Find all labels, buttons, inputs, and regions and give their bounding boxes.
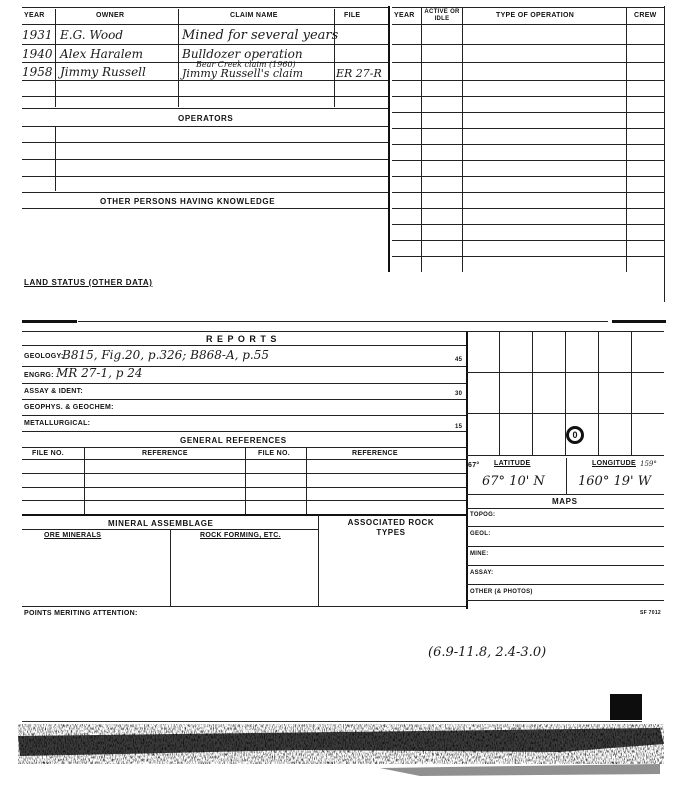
- maps-topog-label: TOPOG:: [470, 512, 496, 518]
- rule: [466, 526, 664, 527]
- rule: [598, 331, 599, 455]
- assay-ident-label: ASSAY & IDENT:: [24, 388, 84, 395]
- rule: [22, 399, 466, 400]
- rule: [22, 487, 466, 488]
- rule: [22, 473, 466, 474]
- maps-title: MAPS: [552, 497, 578, 506]
- ore-minerals-header: ORE MINERALS: [44, 532, 102, 539]
- rule: [462, 8, 463, 272]
- rule: [22, 320, 77, 323]
- maps-assay-label: ASSAY:: [470, 570, 494, 576]
- rule: [22, 500, 466, 501]
- op-col-type-header: TYPE OF OPERATION: [496, 12, 575, 19]
- rule: [22, 96, 388, 97]
- rule: [466, 600, 664, 601]
- col-owner-header: OWNER: [96, 12, 125, 19]
- row2-year: 1940: [22, 47, 53, 61]
- rule: [22, 459, 466, 460]
- rule: [334, 9, 335, 107]
- rule: [466, 413, 664, 414]
- col-year-header: YEAR: [24, 12, 45, 19]
- latitude-label: LATITUDE: [494, 460, 531, 467]
- rule: [22, 108, 388, 109]
- geophys-geochem-label: GEOPHYS. & GEOCHEM:: [24, 404, 114, 411]
- rule: [318, 515, 319, 606]
- rule: [392, 96, 664, 97]
- rule: [245, 448, 246, 514]
- location-marker: 0: [566, 426, 584, 444]
- geology-label: GEOLOGY:: [24, 353, 64, 360]
- rule: [466, 546, 664, 547]
- margin-number-15: 15: [455, 424, 463, 430]
- row1-claim-name: Mined for several years: [182, 28, 339, 43]
- form-number: SF 7012: [640, 610, 662, 616]
- rule: [466, 372, 664, 373]
- latitude-value: 67° 10' N: [482, 474, 545, 489]
- rule: [466, 508, 664, 509]
- engrg-label: ENGRG:: [24, 372, 54, 379]
- rule: [392, 176, 664, 177]
- rule: [532, 331, 533, 455]
- rule: [466, 584, 664, 585]
- rule: [22, 208, 388, 209]
- rule: [22, 80, 388, 81]
- col-claim-name-header: CLAIM NAME: [230, 12, 278, 19]
- longitude-value: 160° 19' W: [578, 474, 652, 489]
- rule: [392, 128, 664, 129]
- row1-owner: E.G. Wood: [60, 28, 124, 42]
- rule: [626, 8, 627, 272]
- gr-reference-header-2: REFERENCE: [352, 450, 398, 457]
- rule: [631, 331, 632, 455]
- rule: [392, 144, 664, 145]
- rule: [22, 447, 466, 448]
- row3-file: ER 27-R: [336, 67, 382, 80]
- margin-number-30: 30: [455, 391, 463, 397]
- engrg-value: MR 27-1, p 24: [56, 366, 143, 380]
- rule: [612, 320, 666, 323]
- rule: [55, 127, 56, 191]
- gr-reference-header-1: REFERENCE: [142, 450, 188, 457]
- rule: [55, 9, 56, 107]
- operators-title: OPERATORS: [178, 114, 234, 123]
- op-col-year-header: YEAR: [394, 12, 415, 19]
- rule: [392, 208, 664, 209]
- rule: [466, 455, 664, 456]
- rule: [306, 448, 307, 514]
- row3-owner: Jimmy Russell: [60, 65, 146, 79]
- registration-block: [610, 694, 642, 720]
- rule: [22, 126, 388, 127]
- rule: [392, 224, 664, 225]
- lat-prefix: 67°: [468, 462, 480, 469]
- op-col-crew-header: CREW: [634, 12, 657, 19]
- rule: [22, 7, 388, 8]
- margin-number-45: 45: [455, 357, 463, 363]
- mineral-assemblage-title: MINERAL ASSEMBLAGE: [108, 519, 214, 528]
- maps-mine-label: MINE:: [470, 551, 489, 557]
- rule: [392, 7, 664, 8]
- rule: [392, 44, 664, 45]
- longitude-label: LONGITUDE: [592, 460, 636, 467]
- rule: [392, 112, 664, 113]
- scan-smudge: [0, 722, 678, 804]
- rule: [178, 9, 179, 107]
- rule: [22, 345, 466, 346]
- rule: [566, 458, 567, 494]
- geology-value: B815, Fig.20, p.326; B868-A, p.55: [62, 348, 270, 362]
- rule: [392, 240, 664, 241]
- rock-forming-header: ROCK FORMING, ETC.: [200, 532, 281, 539]
- rule: [466, 494, 664, 495]
- rule: [22, 331, 466, 332]
- rule: [392, 192, 664, 193]
- rule: [392, 160, 664, 161]
- rule: [170, 530, 171, 606]
- rule: [22, 44, 388, 45]
- op-col-active-header: ACTIVE OR IDLE: [424, 9, 460, 22]
- gr-file-no-header-1: FILE NO.: [32, 450, 64, 457]
- rule: [22, 176, 388, 177]
- points-meriting-attention-label: POINTS MERITING ATTENTION:: [24, 610, 138, 617]
- rule: [22, 142, 388, 143]
- maps-other-label: OTHER (& PHOTOS): [470, 589, 533, 595]
- rule: [22, 514, 466, 516]
- other-persons-title: OTHER PERSONS HAVING KNOWLEDGE: [100, 197, 276, 206]
- general-references-title: GENERAL REFERENCES: [180, 436, 287, 445]
- reports-title: R E P O R T S: [206, 334, 278, 344]
- rule: [392, 62, 664, 63]
- row3-claim-name: Jimmy Russell's claim: [182, 67, 304, 80]
- col-file-header: FILE: [344, 12, 361, 19]
- rule: [499, 331, 500, 455]
- row3-claim-note: Bear Creek claim (1960): [196, 60, 296, 69]
- rule: [392, 80, 664, 81]
- maps-geol-label: GEOL:: [470, 531, 491, 537]
- land-status-title: LAND STATUS (OTHER DATA): [24, 278, 153, 287]
- longitude-suffix: 159°: [640, 460, 657, 468]
- metallurgical-label: METALLURGICAL:: [24, 420, 91, 427]
- rule: [392, 256, 664, 257]
- rule: [22, 415, 466, 416]
- rule: [392, 24, 664, 25]
- rule: [22, 192, 388, 193]
- coordinates-note: (6.9-11.8, 2.4-3.0): [428, 645, 547, 660]
- rule: [421, 8, 422, 272]
- rule: [22, 431, 466, 432]
- associated-rock-types-title: ASSOCIATED ROCK TYPES: [347, 518, 435, 537]
- rule: [664, 6, 665, 302]
- row2-claim-name: Bulldozer operation: [182, 47, 303, 61]
- rule: [78, 321, 608, 322]
- rule: [22, 383, 466, 384]
- row2-owner: Alex Haralem: [60, 47, 144, 61]
- rule: [388, 6, 390, 272]
- gr-file-no-header-2: FILE NO.: [258, 450, 290, 457]
- rule: [466, 565, 664, 566]
- row3-year: 1958: [22, 65, 53, 79]
- row1-year: 1931: [22, 28, 53, 42]
- rule: [84, 448, 85, 514]
- rule: [22, 159, 388, 160]
- rule: [22, 606, 466, 607]
